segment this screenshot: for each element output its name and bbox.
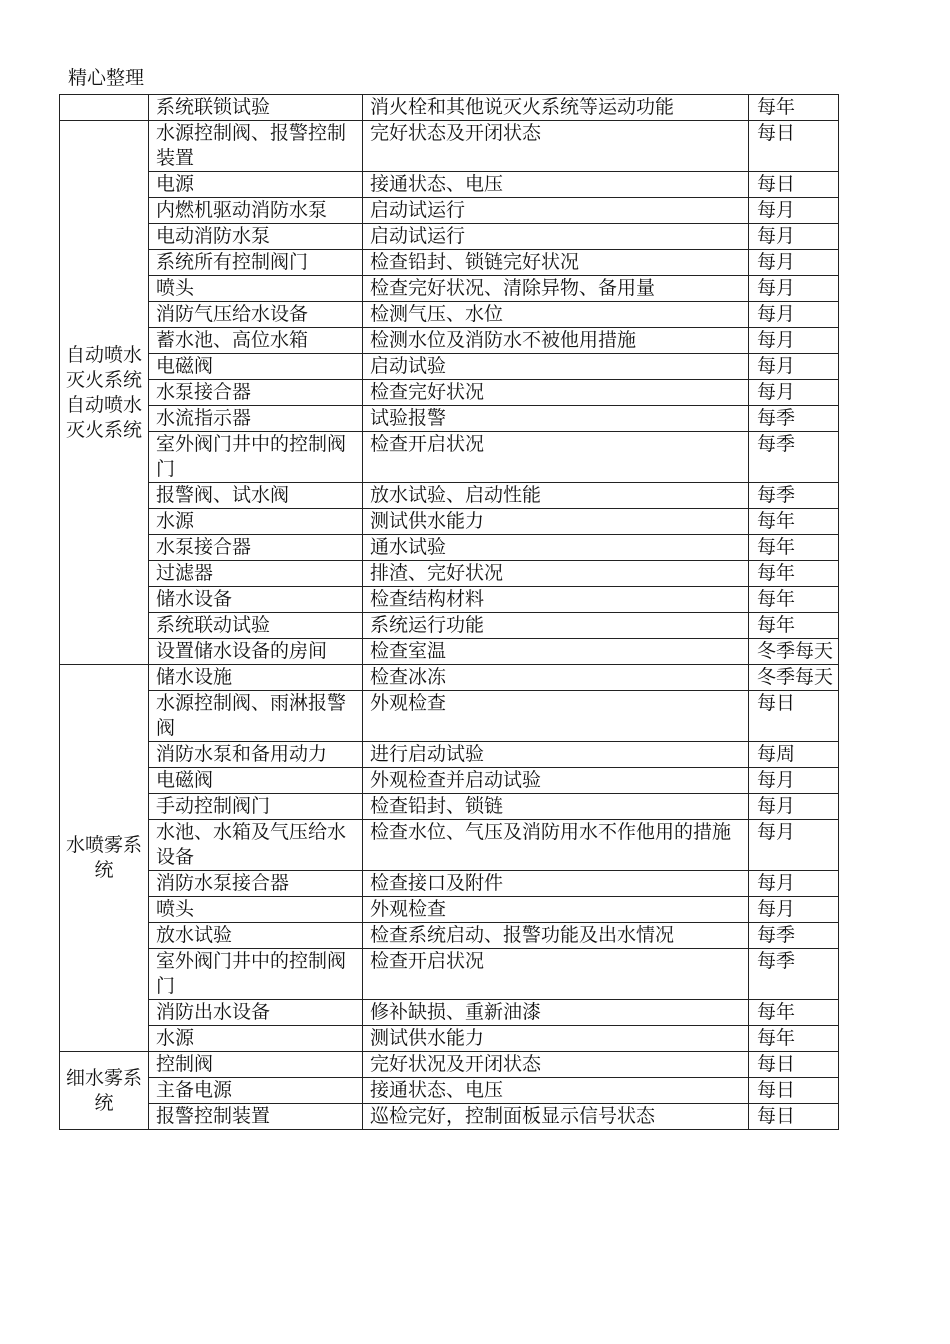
table-row <box>60 1000 839 1026</box>
frequency-cell: 每月 <box>749 897 839 923</box>
table-row <box>60 250 839 276</box>
inspection-cell: 检查完好状况 <box>363 380 749 406</box>
table-row <box>60 302 839 328</box>
inspection-cell: 启动试运行 <box>363 224 749 250</box>
frequency-cell: 每月 <box>749 794 839 820</box>
inspection-cell: 检查完好状况、清除异物、备用量 <box>363 276 749 302</box>
frequency-cell: 每月 <box>749 354 839 380</box>
inspection-cell: 检测水位及消防水不被他用措施 <box>363 328 749 354</box>
inspection-cell: 检查结构材料 <box>363 587 749 613</box>
inspection-cell: 试验报警 <box>363 406 749 432</box>
frequency-cell: 每月 <box>749 768 839 794</box>
item-cell: 报警控制装置 <box>149 1104 363 1130</box>
item-cell: 消防出水设备 <box>149 1000 363 1026</box>
system-name-cell <box>60 95 149 121</box>
page-header: 精心整理 <box>68 67 145 89</box>
inspection-cell: 检查水位、气压及消防用水不作他用的措施 <box>363 820 749 871</box>
frequency-cell: 每日 <box>749 121 839 172</box>
item-cell: 水泵接合器 <box>149 380 363 406</box>
frequency-cell: 每年 <box>749 1000 839 1026</box>
frequency-cell: 每季 <box>749 483 839 509</box>
inspection-cell: 外观检查 <box>363 897 749 923</box>
item-cell: 电动消防水泵 <box>149 224 363 250</box>
maintenance-table-body <box>60 95 839 1130</box>
item-cell: 水源 <box>149 1026 363 1052</box>
table-row <box>60 768 839 794</box>
inspection-cell: 外观检查 <box>363 691 749 742</box>
inspection-cell: 系统运行功能 <box>363 613 749 639</box>
item-cell: 系统联锁试验 <box>149 95 363 121</box>
item-cell: 设置储水设备的房间 <box>149 639 363 665</box>
frequency-cell: 每季 <box>749 923 839 949</box>
frequency-cell: 每日 <box>749 172 839 198</box>
table-row <box>60 587 839 613</box>
frequency-cell: 每日 <box>749 1052 839 1078</box>
item-cell: 放水试验 <box>149 923 363 949</box>
inspection-cell: 启动试运行 <box>363 198 749 224</box>
item-cell: 控制阀 <box>149 1052 363 1078</box>
item-cell: 消防水泵和备用动力 <box>149 742 363 768</box>
inspection-cell: 检查铅封、锁链完好状况 <box>363 250 749 276</box>
maintenance-table <box>59 94 839 1130</box>
item-cell: 电磁阀 <box>149 354 363 380</box>
frequency-cell: 每年 <box>749 535 839 561</box>
item-cell: 报警阀、试水阀 <box>149 483 363 509</box>
table-row <box>60 794 839 820</box>
inspection-cell: 消火栓和其他说灭火系统等运动功能 <box>363 95 749 121</box>
table-row <box>60 354 839 380</box>
table-row <box>60 406 839 432</box>
inspection-cell: 检查开启状况 <box>363 432 749 483</box>
system-name-cell: 细水雾系统 <box>60 1052 149 1130</box>
frequency-cell: 每年 <box>749 95 839 121</box>
table-row <box>60 276 839 302</box>
table-row <box>60 1104 839 1130</box>
inspection-cell: 排渣、完好状况 <box>363 561 749 587</box>
frequency-cell: 每月 <box>749 198 839 224</box>
item-cell: 室外阀门井中的控制阀门 <box>149 432 363 483</box>
item-cell: 水源控制阀、报警控制装置 <box>149 121 363 172</box>
item-cell: 电磁阀 <box>149 768 363 794</box>
item-cell: 水流指示器 <box>149 406 363 432</box>
item-cell: 电源 <box>149 172 363 198</box>
item-cell: 水池、水箱及气压给水设备 <box>149 820 363 871</box>
system-name-cell: 水喷雾系统 <box>60 665 149 1052</box>
inspection-cell: 完好状态及开闭状态 <box>363 121 749 172</box>
inspection-cell: 通水试验 <box>363 535 749 561</box>
table-row <box>60 691 839 742</box>
item-cell: 内燃机驱动消防水泵 <box>149 198 363 224</box>
item-cell: 水泵接合器 <box>149 535 363 561</box>
item-cell: 过滤器 <box>149 561 363 587</box>
inspection-cell: 测试供水能力 <box>363 1026 749 1052</box>
table-row <box>60 224 839 250</box>
table-row <box>60 561 839 587</box>
table-row <box>60 509 839 535</box>
inspection-cell: 检测气压、水位 <box>363 302 749 328</box>
table-row <box>60 198 839 224</box>
table-row <box>60 483 839 509</box>
item-cell: 水源 <box>149 509 363 535</box>
inspection-cell: 外观检查并启动试验 <box>363 768 749 794</box>
table-row <box>60 665 839 691</box>
item-cell: 喷头 <box>149 897 363 923</box>
frequency-cell: 每季 <box>749 432 839 483</box>
item-cell: 主备电源 <box>149 1078 363 1104</box>
frequency-cell: 每日 <box>749 1104 839 1130</box>
inspection-cell: 放水试验、启动性能 <box>363 483 749 509</box>
item-cell: 系统联动试验 <box>149 613 363 639</box>
table-row <box>60 871 839 897</box>
frequency-cell: 每月 <box>749 302 839 328</box>
inspection-cell: 完好状况及开闭状态 <box>363 1052 749 1078</box>
inspection-cell: 巡检完好，控制面板显示信号状态 <box>363 1104 749 1130</box>
table-row <box>60 121 839 172</box>
frequency-cell: 每季 <box>749 949 839 1000</box>
frequency-cell: 每年 <box>749 587 839 613</box>
inspection-cell: 检查系统启动、报警功能及出水情况 <box>363 923 749 949</box>
table-row <box>60 820 839 871</box>
system-name-cell: 自动喷水灭火系统自动喷水灭火系统 <box>60 121 149 665</box>
table-row <box>60 742 839 768</box>
frequency-cell: 每年 <box>749 509 839 535</box>
inspection-cell: 修补缺损、重新油漆 <box>363 1000 749 1026</box>
frequency-cell: 冬季每天 <box>749 665 839 691</box>
table-row <box>60 949 839 1000</box>
table-row <box>60 639 839 665</box>
inspection-cell: 检查接口及附件 <box>363 871 749 897</box>
table-row <box>60 432 839 483</box>
frequency-cell: 每月 <box>749 380 839 406</box>
frequency-cell: 每月 <box>749 820 839 871</box>
item-cell: 储水设施 <box>149 665 363 691</box>
table-row <box>60 172 839 198</box>
frequency-cell: 每年 <box>749 613 839 639</box>
table-row <box>60 923 839 949</box>
inspection-cell: 检查铅封、锁链 <box>363 794 749 820</box>
frequency-cell: 每月 <box>749 871 839 897</box>
item-cell: 水源控制阀、雨淋报警阀 <box>149 691 363 742</box>
item-cell: 喷头 <box>149 276 363 302</box>
table-row <box>60 1078 839 1104</box>
frequency-cell: 每月 <box>749 224 839 250</box>
item-cell: 手动控制阀门 <box>149 794 363 820</box>
inspection-cell: 进行启动试验 <box>363 742 749 768</box>
table-row <box>60 613 839 639</box>
frequency-cell: 每周 <box>749 742 839 768</box>
frequency-cell: 每月 <box>749 276 839 302</box>
frequency-cell: 每日 <box>749 691 839 742</box>
inspection-cell: 检查室温 <box>363 639 749 665</box>
inspection-cell: 接通状态、电压 <box>363 1078 749 1104</box>
item-cell: 消防水泵接合器 <box>149 871 363 897</box>
table-row <box>60 328 839 354</box>
frequency-cell: 每年 <box>749 561 839 587</box>
table-row <box>60 1052 839 1078</box>
inspection-cell: 测试供水能力 <box>363 509 749 535</box>
table-row <box>60 95 839 121</box>
table-row <box>60 1026 839 1052</box>
frequency-cell: 每季 <box>749 406 839 432</box>
item-cell: 室外阀门井中的控制阀门 <box>149 949 363 1000</box>
frequency-cell: 每月 <box>749 328 839 354</box>
item-cell: 蓄水池、高位水箱 <box>149 328 363 354</box>
frequency-cell: 冬季每天 <box>749 639 839 665</box>
inspection-cell: 接通状态、电压 <box>363 172 749 198</box>
inspection-cell: 检查冰冻 <box>363 665 749 691</box>
item-cell: 消防气压给水设备 <box>149 302 363 328</box>
frequency-cell: 每年 <box>749 1026 839 1052</box>
frequency-cell: 每月 <box>749 250 839 276</box>
inspection-cell: 启动试验 <box>363 354 749 380</box>
inspection-cell: 检查开启状况 <box>363 949 749 1000</box>
frequency-cell: 每日 <box>749 1078 839 1104</box>
item-cell: 储水设备 <box>149 587 363 613</box>
item-cell: 系统所有控制阀门 <box>149 250 363 276</box>
table-row <box>60 535 839 561</box>
table-row <box>60 897 839 923</box>
table-row <box>60 380 839 406</box>
